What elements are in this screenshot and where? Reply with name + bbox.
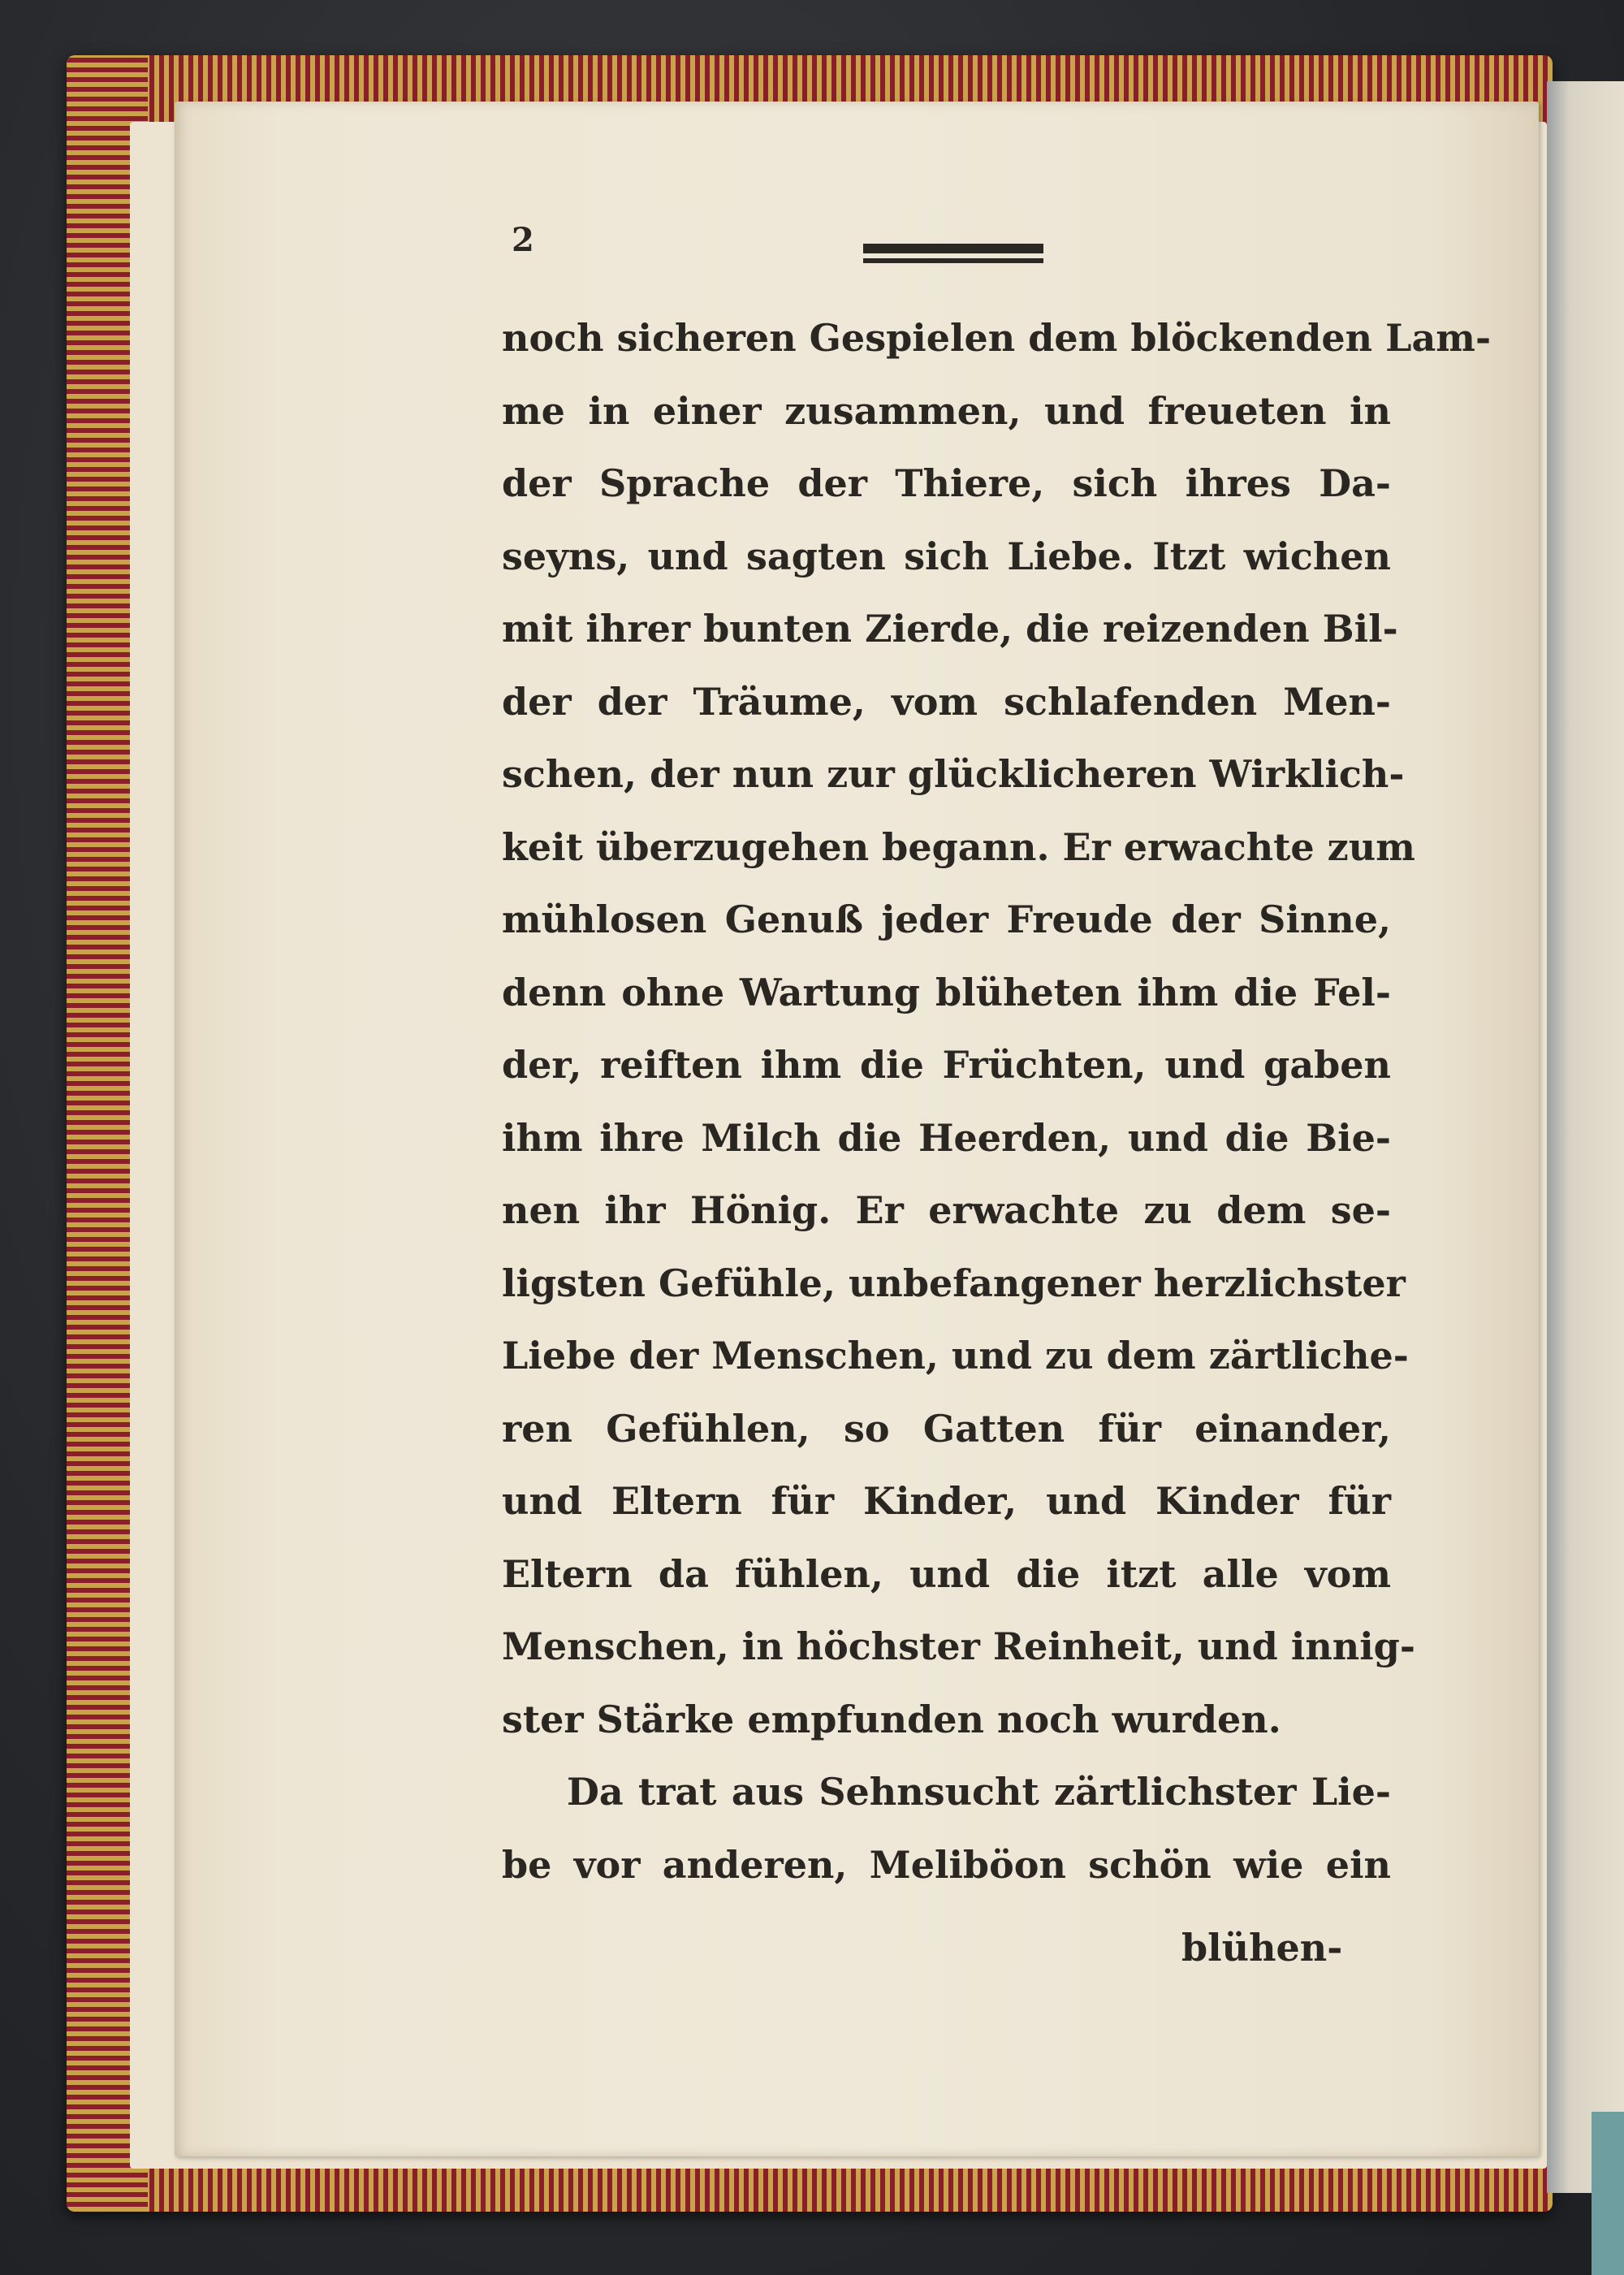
text-line: Menschen, in höchster Reinheit, und innig- (502, 1624, 1415, 1668)
facing-page-edge (1547, 81, 1624, 2193)
text-line: und Eltern für Kinder, und Kinder für (502, 1479, 1391, 1523)
text-line: der, reiften ihm die Früchten, und gaben (502, 1043, 1391, 1087)
ribbon-marker (1592, 2112, 1624, 2275)
text-line: Da trat aus Sehnsucht zärtlichster Lie- (567, 1770, 1391, 1814)
text-line: der der Träume, vom schlafenden Men- (502, 679, 1391, 724)
header-rule-thin (863, 258, 1043, 263)
catchword: blühen- (1181, 1926, 1343, 1970)
text-line: mit ihrer bunten Zierde, die reizenden Bil- (502, 607, 1398, 651)
text-line: be vor anderen, Meliböon schön wie ein (502, 1842, 1391, 1887)
text-line: mühlosen Genuß jeder Freude der Sinne, (502, 897, 1391, 941)
text-line: ster Stärke empfunden noch wurden. (502, 1697, 1281, 1741)
text-line: der Sprache der Thiere, sich ihres Da- (502, 461, 1391, 505)
text-line: seyns, und sagten sich Liebe. Itzt wichen (502, 534, 1391, 578)
text-line: schen, der nun zur glücklicheren Wirklich- (502, 752, 1405, 796)
text-line: ren Gefühlen, so Gatten für einander, (502, 1406, 1391, 1451)
text-line: denn ohne Wartung blüheten ihm die Fel- (502, 970, 1391, 1014)
text-line: nen ihr Hönig. Er erwachte zu dem se- (502, 1188, 1391, 1232)
header-rule (863, 244, 1043, 265)
text-line: keit überzugehen begann. Er erwachte zum (502, 824, 1415, 869)
text-line: noch sicheren Gespielen dem blöckenden Lam- (502, 316, 1492, 360)
text-line: Liebe der Menschen, und zu dem zärtliche- (502, 1334, 1409, 1378)
text-line: me in einer zusammen, und freueten in (502, 388, 1391, 433)
text-line: Eltern da fühlen, und die itzt alle vom (502, 1551, 1391, 1596)
page-number: 2 (512, 221, 534, 259)
text-line: ligsten Gefühle, unbefangener herzlichster (502, 1261, 1406, 1305)
text-line: ihm ihre Milch die Heerden, und die Bie- (502, 1115, 1391, 1160)
header-rule-thick (863, 244, 1043, 253)
body-text (502, 302, 1492, 1901)
